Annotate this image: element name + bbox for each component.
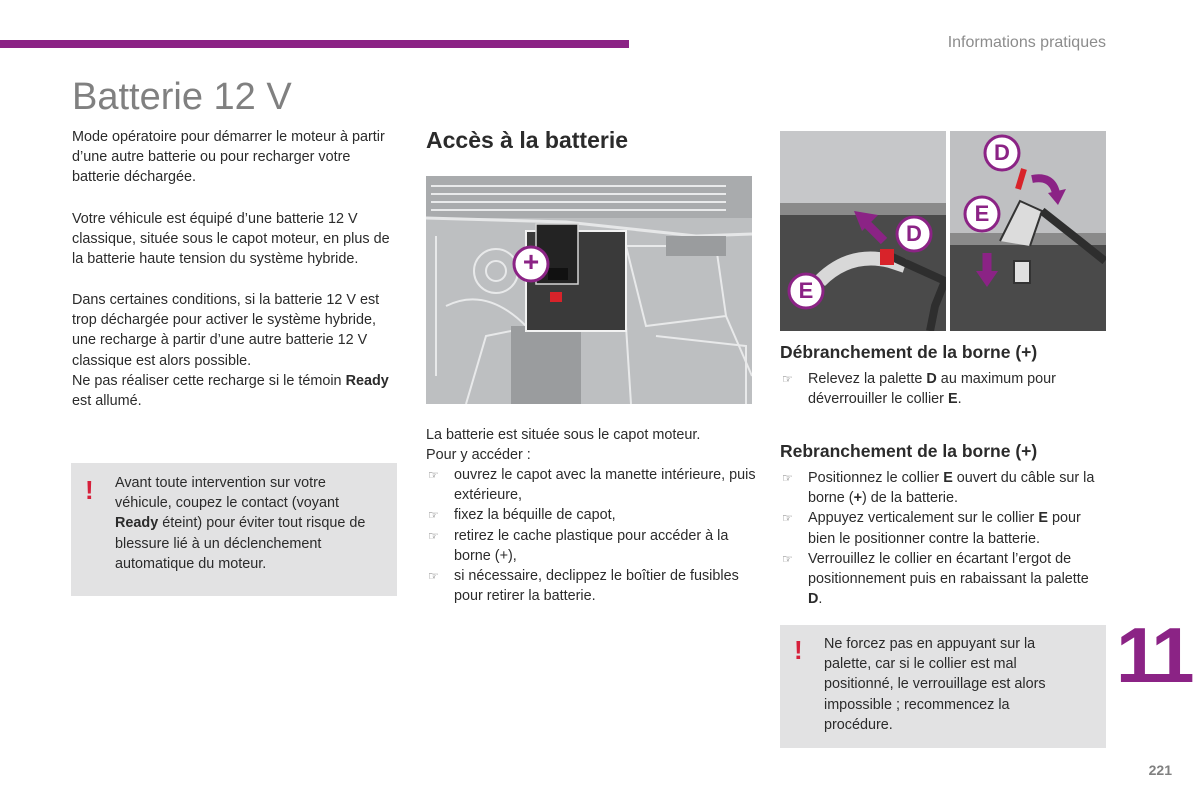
section-label: Informations pratiques	[947, 34, 1106, 51]
list-item: ☞ Appuyez verticalement sur le collier E pour bien le positionner contre la batterie.	[782, 510, 1081, 547]
disconnect-heading: Débranchement de la borne (+)	[780, 342, 1038, 362]
pointing-hand-icon: ☞	[782, 471, 793, 485]
pointing-hand-icon: ☞	[428, 508, 439, 523]
page-number: 221	[1148, 762, 1172, 778]
intro-paragraph-4: Ne pas réaliser cette recharge si le témoin Ready est allumé.	[72, 373, 389, 410]
callout-d-label: D	[906, 221, 922, 246]
callout-d-label: D	[994, 140, 1010, 165]
warning-icon: !	[85, 475, 94, 505]
warning-text-ignition: Avant toute intervention sur votre véhicule, coupez le contact (voyant Ready éteint) pour éviter tout risque de blessure lié à un déclenchement automatique du moteur.	[115, 475, 366, 572]
access-heading: Accès à la batterie	[426, 127, 629, 153]
warning-box-palette	[780, 625, 1106, 748]
list-item: ☞ si nécessaire, declippez le boîtier de fusibles pour retirer la batterie.	[428, 568, 739, 605]
terminal-diagram	[780, 131, 1106, 331]
callout-e-label: E	[798, 278, 814, 303]
reconnect-heading: Rebranchement de la borne (+)	[780, 441, 1038, 461]
list-item: ☞ Verrouillez le collier en écartant l’ergot de positionnement puis en rabaissant la palette D.	[782, 550, 1089, 608]
chapter-number: 11	[1116, 611, 1191, 699]
battery-location-photo	[426, 176, 752, 404]
warning-box-ignition	[71, 463, 397, 596]
warning-text-palette: Ne forcez pas en appuyant sur la palette, car si le collier est mal positionné, le verrouillage est alors impossible ; recommencez la procédure.	[824, 636, 1046, 733]
list-item: ☞ Positionnez le collier E ouvert du câble sur la borne (+) de la batterie.	[782, 470, 1095, 507]
access-steps-list	[426, 465, 756, 606]
plus-terminal-label: +	[522, 246, 540, 277]
intro-paragraph-1: Mode opératoire pour démarrer le moteur à partir d’une autre batterie ou pour recharger votre batterie déchargée.	[72, 129, 385, 186]
access-intro: La batterie est située sous le capot moteur. Pour y accéder :	[426, 427, 701, 464]
page-title: Batterie 12 V	[72, 76, 292, 118]
pointing-hand-icon: ☞	[428, 468, 439, 482]
list-item: ☞ Relevez la palette D au maximum pour déverrouiller le collier E.	[782, 371, 1056, 408]
list-item: ☞ retirez le cache plastique pour accéder à la borne (+),	[428, 527, 729, 564]
ready-label: Ready	[345, 373, 389, 389]
pointing-hand-icon: ☞	[428, 528, 439, 543]
intro-paragraph-2: Votre véhicule est équipé d’une batterie 12 V classique, située sous le capot moteur, en plus de la batterie haute tension du système hybride.	[72, 211, 390, 268]
intro-paragraph-3: Dans certaines conditions, si la batterie 12 V est trop déchargée pour activer le système hybride, une recharge à partir d’une autre batterie 12 V classique est alors possible.	[72, 292, 380, 369]
reconnect-steps-list	[780, 468, 1106, 609]
disconnect-steps-list	[780, 369, 1106, 409]
pointing-hand-icon: ☞	[782, 551, 793, 566]
pointing-hand-icon: ☞	[428, 569, 439, 584]
list-item: ☞ fixez la béquille de capot,	[426, 505, 756, 525]
callout-e-label: E	[974, 201, 990, 226]
pointing-hand-icon: ☞	[782, 372, 793, 386]
pointing-hand-icon: ☞	[782, 511, 793, 526]
list-item: ☞ ouvrez le capot avec la manette intérieure, puis extérieure,	[428, 467, 756, 504]
header-bar	[0, 40, 629, 48]
warning-icon: !	[794, 635, 803, 665]
